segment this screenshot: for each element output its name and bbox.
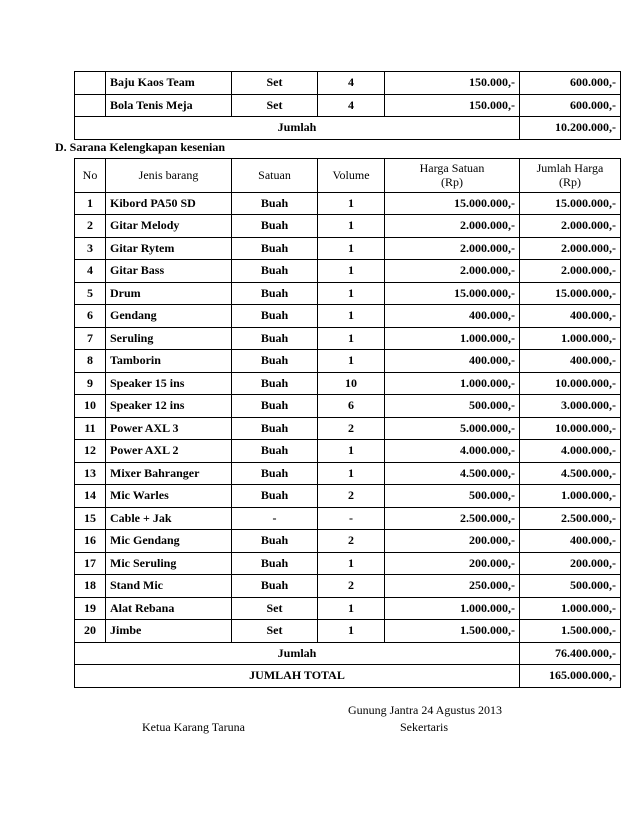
row-satuan: Buah	[232, 350, 318, 373]
row-item: Tamborin	[106, 350, 232, 373]
row-no: 19	[75, 597, 106, 620]
table-row	[75, 215, 621, 238]
row-no: 12	[75, 440, 106, 463]
row-no: 1	[75, 192, 106, 215]
row-item: Gendang	[106, 305, 232, 328]
row-no: 7	[75, 327, 106, 350]
row-satuan: Buah	[232, 440, 318, 463]
table-row	[75, 94, 621, 117]
row-jumlah: 4.000.000,-	[520, 440, 621, 463]
row-item: Seruling	[106, 327, 232, 350]
row-volume: 2	[318, 417, 385, 440]
row-jumlah: 1.000.000,-	[520, 597, 621, 620]
row-harga: 500.000,-	[385, 395, 520, 418]
row-volume: 1	[318, 237, 385, 260]
row-no: 18	[75, 575, 106, 598]
table-row	[75, 620, 621, 643]
row-satuan: Buah	[232, 575, 318, 598]
table-row	[75, 575, 621, 598]
row-harga: 200.000,-	[385, 552, 520, 575]
row-harga: 2.000.000,-	[385, 260, 520, 283]
row-satuan: Buah	[232, 372, 318, 395]
grand-total-row	[75, 665, 621, 688]
row-volume: 2	[318, 575, 385, 598]
table-row	[75, 417, 621, 440]
row-jumlah: 2.000.000,-	[520, 237, 621, 260]
row-item: Cable + Jak	[106, 507, 232, 530]
row-volume: 1	[318, 462, 385, 485]
table-row	[75, 260, 621, 283]
row-harga: 1.000.000,-	[385, 597, 520, 620]
row-volume: 1	[318, 552, 385, 575]
row-jumlah: 2.500.000,-	[520, 507, 621, 530]
row-item: Bola Tenis Meja	[106, 94, 232, 117]
row-jumlah: 200.000,-	[520, 552, 621, 575]
table-row	[75, 530, 621, 553]
subtotal-row	[75, 117, 621, 140]
table-row	[75, 192, 621, 215]
row-harga: 15.000.000,-	[385, 282, 520, 305]
row-volume: 1	[318, 215, 385, 238]
row-satuan: Buah	[232, 305, 318, 328]
row-satuan: Buah	[232, 260, 318, 283]
row-satuan: Buah	[232, 462, 318, 485]
row-satuan: Buah	[232, 192, 318, 215]
grand-total-value: 165.000.000,-	[520, 665, 621, 688]
table-row	[75, 440, 621, 463]
subtotal-value: 10.200.000,-	[520, 117, 621, 140]
row-item: Alat Rebana	[106, 597, 232, 620]
row-no: 3	[75, 237, 106, 260]
table-row	[75, 72, 621, 95]
row-item: Power AXL 3	[106, 417, 232, 440]
row-no: 4	[75, 260, 106, 283]
row-harga: 1.500.000,-	[385, 620, 520, 643]
row-harga: 150.000,-	[385, 72, 520, 95]
row-jumlah: 400.000,-	[520, 530, 621, 553]
row-jumlah: 400.000,-	[520, 305, 621, 328]
row-satuan: Buah	[232, 552, 318, 575]
row-jumlah: 1.000.000,-	[520, 327, 621, 350]
row-no	[75, 94, 106, 117]
row-item: Speaker 12 ins	[106, 395, 232, 418]
row-jumlah: 600.000,-	[520, 94, 621, 117]
signature-left-title: Ketua Karang Taruna	[142, 720, 245, 734]
table-row	[75, 395, 621, 418]
row-no: 14	[75, 485, 106, 508]
table-row	[75, 507, 621, 530]
row-harga: 400.000,-	[385, 350, 520, 373]
section-title: D. Sarana Kelengkapan kesenian	[55, 140, 226, 154]
row-volume: 1	[318, 350, 385, 373]
row-jumlah: 15.000.000,-	[520, 192, 621, 215]
row-satuan: -	[232, 507, 318, 530]
row-item: Gitar Melody	[106, 215, 232, 238]
row-volume: 1	[318, 440, 385, 463]
row-item: Power AXL 2	[106, 440, 232, 463]
table-row	[75, 305, 621, 328]
row-satuan: Buah	[232, 485, 318, 508]
row-item: Baju Kaos Team	[106, 72, 232, 95]
grand-total-label: JUMLAH TOTAL	[75, 665, 520, 688]
row-jumlah: 2.000.000,-	[520, 215, 621, 238]
table-row	[75, 282, 621, 305]
row-volume: 4	[318, 72, 385, 95]
table-header	[75, 158, 621, 192]
header-jumlah-line2: (Rp)	[559, 175, 581, 189]
row-jumlah: 10.000.000,-	[520, 417, 621, 440]
row-no: 11	[75, 417, 106, 440]
row-volume: 6	[318, 395, 385, 418]
row-satuan: Set	[232, 597, 318, 620]
signature-right-title: Sekertaris	[400, 720, 448, 734]
row-satuan: Set	[232, 620, 318, 643]
row-item: Mic Seruling	[106, 552, 232, 575]
header-volume: Volume	[318, 158, 385, 192]
table-row	[75, 350, 621, 373]
row-satuan: Buah	[232, 282, 318, 305]
row-satuan: Buah	[232, 530, 318, 553]
row-item: Jimbe	[106, 620, 232, 643]
row-item: Speaker 15 ins	[106, 372, 232, 395]
table-row	[75, 327, 621, 350]
row-harga: 2.000.000,-	[385, 237, 520, 260]
row-volume: 1	[318, 620, 385, 643]
row-no: 8	[75, 350, 106, 373]
header-harga-line1: Harga Satuan	[419, 161, 485, 175]
row-volume: 4	[318, 94, 385, 117]
header-jumlah-line1: Jumlah Harga	[536, 161, 604, 175]
row-harga: 1.000.000,-	[385, 372, 520, 395]
row-jumlah: 600.000,-	[520, 72, 621, 95]
row-harga: 2.000.000,-	[385, 215, 520, 238]
subtotal-value: 76.400.000,-	[520, 642, 621, 665]
table-row	[75, 597, 621, 620]
row-satuan: Buah	[232, 237, 318, 260]
row-item: Mic Warles	[106, 485, 232, 508]
row-no: 20	[75, 620, 106, 643]
row-jumlah: 4.500.000,-	[520, 462, 621, 485]
header-satuan: Satuan	[232, 158, 318, 192]
header-jumlah	[520, 158, 621, 192]
row-jumlah: 400.000,-	[520, 350, 621, 373]
row-no: 16	[75, 530, 106, 553]
row-jumlah: 10.000.000,-	[520, 372, 621, 395]
row-item: Kibord PA50 SD	[106, 192, 232, 215]
row-jumlah: 3.000.000,-	[520, 395, 621, 418]
row-jumlah: 15.000.000,-	[520, 282, 621, 305]
header-no: No	[75, 158, 106, 192]
signature-place-date: Gunung Jantra 24 Agustus 2013	[348, 703, 502, 717]
row-harga: 15.000.000,-	[385, 192, 520, 215]
table-row	[75, 462, 621, 485]
row-satuan: Buah	[232, 395, 318, 418]
row-volume: 1	[318, 282, 385, 305]
row-item: Mic Gendang	[106, 530, 232, 553]
row-volume: 1	[318, 260, 385, 283]
row-harga: 250.000,-	[385, 575, 520, 598]
row-no: 13	[75, 462, 106, 485]
table-row	[75, 552, 621, 575]
row-satuan: Buah	[232, 215, 318, 238]
row-no: 5	[75, 282, 106, 305]
row-satuan: Set	[232, 72, 318, 95]
header-harga	[385, 158, 520, 192]
row-no: 6	[75, 305, 106, 328]
row-jumlah: 2.000.000,-	[520, 260, 621, 283]
table-row	[75, 237, 621, 260]
row-item: Mixer Bahranger	[106, 462, 232, 485]
row-harga: 4.500.000,-	[385, 462, 520, 485]
row-satuan: Buah	[232, 417, 318, 440]
row-jumlah: 500.000,-	[520, 575, 621, 598]
row-jumlah: 1.000.000,-	[520, 485, 621, 508]
row-item: Gitar Rytem	[106, 237, 232, 260]
row-harga: 400.000,-	[385, 305, 520, 328]
row-harga: 5.000.000,-	[385, 417, 520, 440]
row-harga: 1.000.000,-	[385, 327, 520, 350]
header-jenis: Jenis barang	[106, 158, 232, 192]
row-no: 2	[75, 215, 106, 238]
row-no: 17	[75, 552, 106, 575]
row-item: Stand Mic	[106, 575, 232, 598]
row-item: Drum	[106, 282, 232, 305]
row-harga: 500.000,-	[385, 485, 520, 508]
subtotal-label: Jumlah	[75, 642, 520, 665]
table-row	[75, 372, 621, 395]
row-volume: 1	[318, 305, 385, 328]
row-no: 9	[75, 372, 106, 395]
row-volume: 1	[318, 597, 385, 620]
row-item: Gitar Bass	[106, 260, 232, 283]
row-volume: -	[318, 507, 385, 530]
subtotal-label: Jumlah	[75, 117, 520, 140]
row-volume: 2	[318, 530, 385, 553]
row-volume: 10	[318, 372, 385, 395]
header-harga-line2: (Rp)	[441, 175, 463, 189]
row-harga: 200.000,-	[385, 530, 520, 553]
row-jumlah: 1.500.000,-	[520, 620, 621, 643]
table-row	[75, 485, 621, 508]
row-harga: 4.000.000,-	[385, 440, 520, 463]
row-no: 10	[75, 395, 106, 418]
row-volume: 2	[318, 485, 385, 508]
row-satuan: Set	[232, 94, 318, 117]
row-harga: 2.500.000,-	[385, 507, 520, 530]
row-no	[75, 72, 106, 95]
subtotal-row	[75, 642, 621, 665]
row-satuan: Buah	[232, 327, 318, 350]
row-harga: 150.000,-	[385, 94, 520, 117]
budget-table	[74, 71, 621, 688]
row-volume: 1	[318, 327, 385, 350]
row-no: 15	[75, 507, 106, 530]
row-volume: 1	[318, 192, 385, 215]
